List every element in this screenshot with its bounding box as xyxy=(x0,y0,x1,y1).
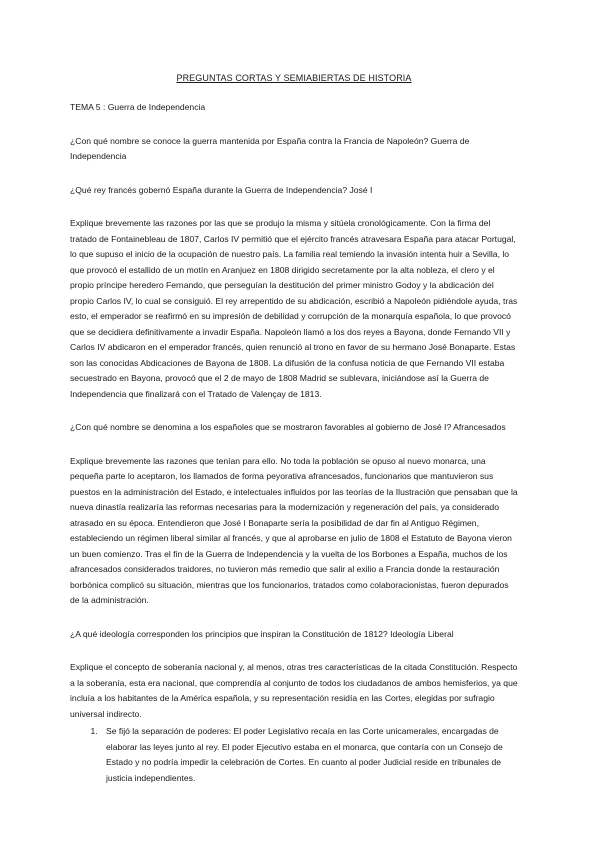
question-6: ¿A qué ideología corresponden los principios que inspiran la Constitución de 1812? Ideología Liberal xyxy=(70,628,454,639)
question-3: Explique brevemente las razones por las que se produjo la misma y sitúela cronológicamente. Con la firma del tratado de Fontainebleau de 1807, Carlos IV permitió que el ejército francés atravesara España para atacar Portugal, lo que supuso el inicio de la ocupación de nuestro país. La familia real temiendo la invasión intenta huir a Sevilla, lo que provocó el estallido de un motín en Aranjuez en 1808 dirigido secretamente por la alta nobleza, el clero y el propio príncipe heredero Fernando, que perseguían la destitución del primer ministro Godoy y la abdicación del propio Carlos IV, lo cual se consiguió. El rey arrepentido de su abdicación, escribió a Napoleón pidiéndole ayuda, tras esto, el emperador se reafirmó en su impresión de debilidad y corrupción de la monarquía española, lo que provocó que se decidiera definitivamente a invadir España. Napoleón llamó a los dos reyes a Bayona, donde Fernando VII y Carlos IV abdicaron en el emperador francés, quien renunció al trono en favor de su hermano José Bonaparte. Estas son las conocidas Abdicaciones de Bayona de 1808. La difusión de la confusa noticia de que Fernando VII estaba secuestrado en Bayona, provocó que el 2 de mayo de 1808 Madrid se sublevara, iniciándose así la Guerra de Independencia que finalizará con el Tratado de Valençay de 1813. xyxy=(70,218,518,399)
characteristics-list xyxy=(70,724,518,786)
question-1: ¿Con qué nombre se conoce la guerra mantenida por España contra la Francia de Napoleón? Guerra de Independencia xyxy=(70,135,470,161)
document-title: PREGUNTAS CORTAS Y SEMIABIERTAS DE HISTORIA xyxy=(176,73,412,83)
list-item: 1. Se fijó la separación de poderes: El poder Legislativo recaía en las Corte unicamerales, encargadas de elaborar las leyes junto al rey. El poder Ejecutivo estaba en el monarca, que contaría con un Consejo de Estado y no podría impedir la celebración de Cortes. En cuanto al poder Judicial reside en tribunales de justicia independientes. xyxy=(100,724,518,786)
question-4: ¿Con qué nombre se denomina a los españoles que se mostraron favorables al gobierno de José I? Afrancesados xyxy=(70,422,506,432)
question-5: Explique brevemente las razones que tenían para ello. No toda la población se opuso al nuevo monarca, una pequeña parte lo aceptaron, los llamados de forma peyorativa afrancesados, funcionarios que mantuvieron sus puestos en la administración del Estado, e intelectuales influidos por las teorías de la Ilustración que pensaban que la nueva dinastía realizaría las reformas necesarias para la modernización y regeneración del país, ya considerado atrasado en su época. Entendieron que José I Bonaparte sería la posibilidad de dar fin al Antiguo Régimen, estableciendo un régimen liberal similar al francés, y que al aprobarse en julio de 1808 el Estatuto de Bayona vieron un buen comienzo. Tras el fin de la Guerra de Independencia y la vuelta de los Borbones a España, muchos de los afrancesados considerados traidores, no tuvieron más remedio que salir al exilio a Francia donde la restauración borbónica complicó su situación, mientras que los funcionarios, tratados como colaboracionistas, fueron depurados de la administración. xyxy=(70,455,518,605)
question-7: Explique el concepto de soberanía nacional y, al menos, otras tres características de la citada Constitución. Respecto a la soberanía, esta era nacional, que comprendía al conjunto de todos los ciudadanos de ambos hemisferios, ya que incluía a los habitantes de la América española, y su representación residía en las Cortes, elegidas por sufragio universal indirecto. xyxy=(70,662,518,719)
topic-heading: TEMA 5 : Guerra de Independencia xyxy=(70,102,206,112)
question-2: ¿Qué rey francés gobernó España durante la Guerra de Independencia? José I xyxy=(70,184,373,195)
